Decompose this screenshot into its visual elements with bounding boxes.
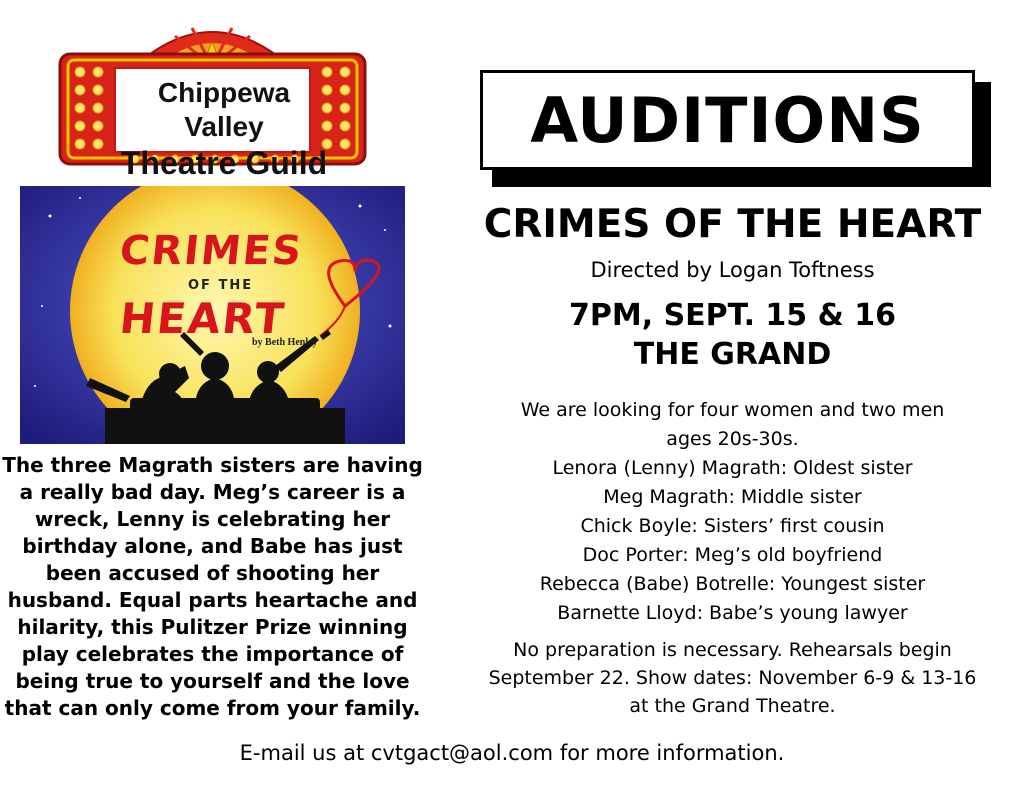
play-title: CRIMES OF THE HEART bbox=[483, 202, 982, 247]
description-line: play celebrates the importance of bbox=[21, 642, 404, 666]
description-line: a really bad day. Meg’s career is a bbox=[19, 480, 406, 504]
role-line: Rebecca (Babe) Botrelle: Youngest sister bbox=[539, 573, 926, 595]
role-line: Barnette Lloyd: Babe’s young lawyer bbox=[557, 602, 908, 624]
poster-title-top: CRIMES bbox=[117, 228, 306, 274]
play-poster bbox=[20, 186, 405, 444]
role-line: Chick Boyle: Sisters’ first cousin bbox=[580, 515, 885, 537]
role-line: Doc Porter: Meg’s old boyfriend bbox=[582, 544, 883, 566]
contact-line: E-mail us at cvtgact@aol.com for more information. bbox=[239, 741, 785, 765]
auditions-box bbox=[480, 70, 975, 170]
marquee-line-1: Chippewa Valley bbox=[157, 77, 291, 142]
poster-author: by Beth Henley bbox=[252, 337, 318, 348]
poster-title-middle: OF THE bbox=[188, 278, 254, 293]
description-line: wreck, Lenny is celebrating her bbox=[34, 507, 391, 531]
play-description bbox=[0, 452, 425, 722]
casting-info bbox=[460, 396, 1005, 628]
notes-line: No preparation is necessary. Rehearsals begin bbox=[513, 639, 952, 661]
description-line: being true to yourself and the love bbox=[15, 669, 410, 693]
director-line: Directed by Logan Toftness bbox=[590, 258, 875, 282]
marquee-line-2: Theatre Guild bbox=[120, 145, 328, 181]
role-line: Meg Magrath: Middle sister bbox=[603, 486, 862, 508]
casting-line: We are looking for four women and two men bbox=[520, 399, 945, 421]
description-line: The three Magrath sisters are having bbox=[2, 453, 423, 477]
notes-line: at the Grand Theatre. bbox=[629, 695, 836, 717]
description-line: hilarity, this Pulitzer Prize winning bbox=[17, 615, 408, 639]
description-line: husband. Equal parts heartache and bbox=[7, 588, 418, 612]
audition-time: 7PM, SEPT. 15 & 16 bbox=[569, 298, 896, 333]
description-line: birthday alone, and Babe has just bbox=[22, 534, 403, 558]
auditions-heading: AUDITIONS bbox=[530, 83, 925, 157]
notes-line: September 22. Show dates: November 6-9 & 13-16 bbox=[488, 667, 977, 689]
audition-venue: THE GRAND bbox=[633, 337, 832, 372]
poster-title-bottom: HEART bbox=[117, 294, 289, 343]
description-line: that can only come from your family. bbox=[4, 696, 421, 720]
marquee-sign bbox=[40, 8, 385, 181]
role-line: Lenora (Lenny) Magrath: Oldest sister bbox=[552, 457, 913, 479]
casting-line: ages 20s-30s. bbox=[666, 428, 799, 450]
rehearsal-notes bbox=[445, 636, 1020, 720]
description-line: been accused of shooting her bbox=[45, 561, 380, 585]
